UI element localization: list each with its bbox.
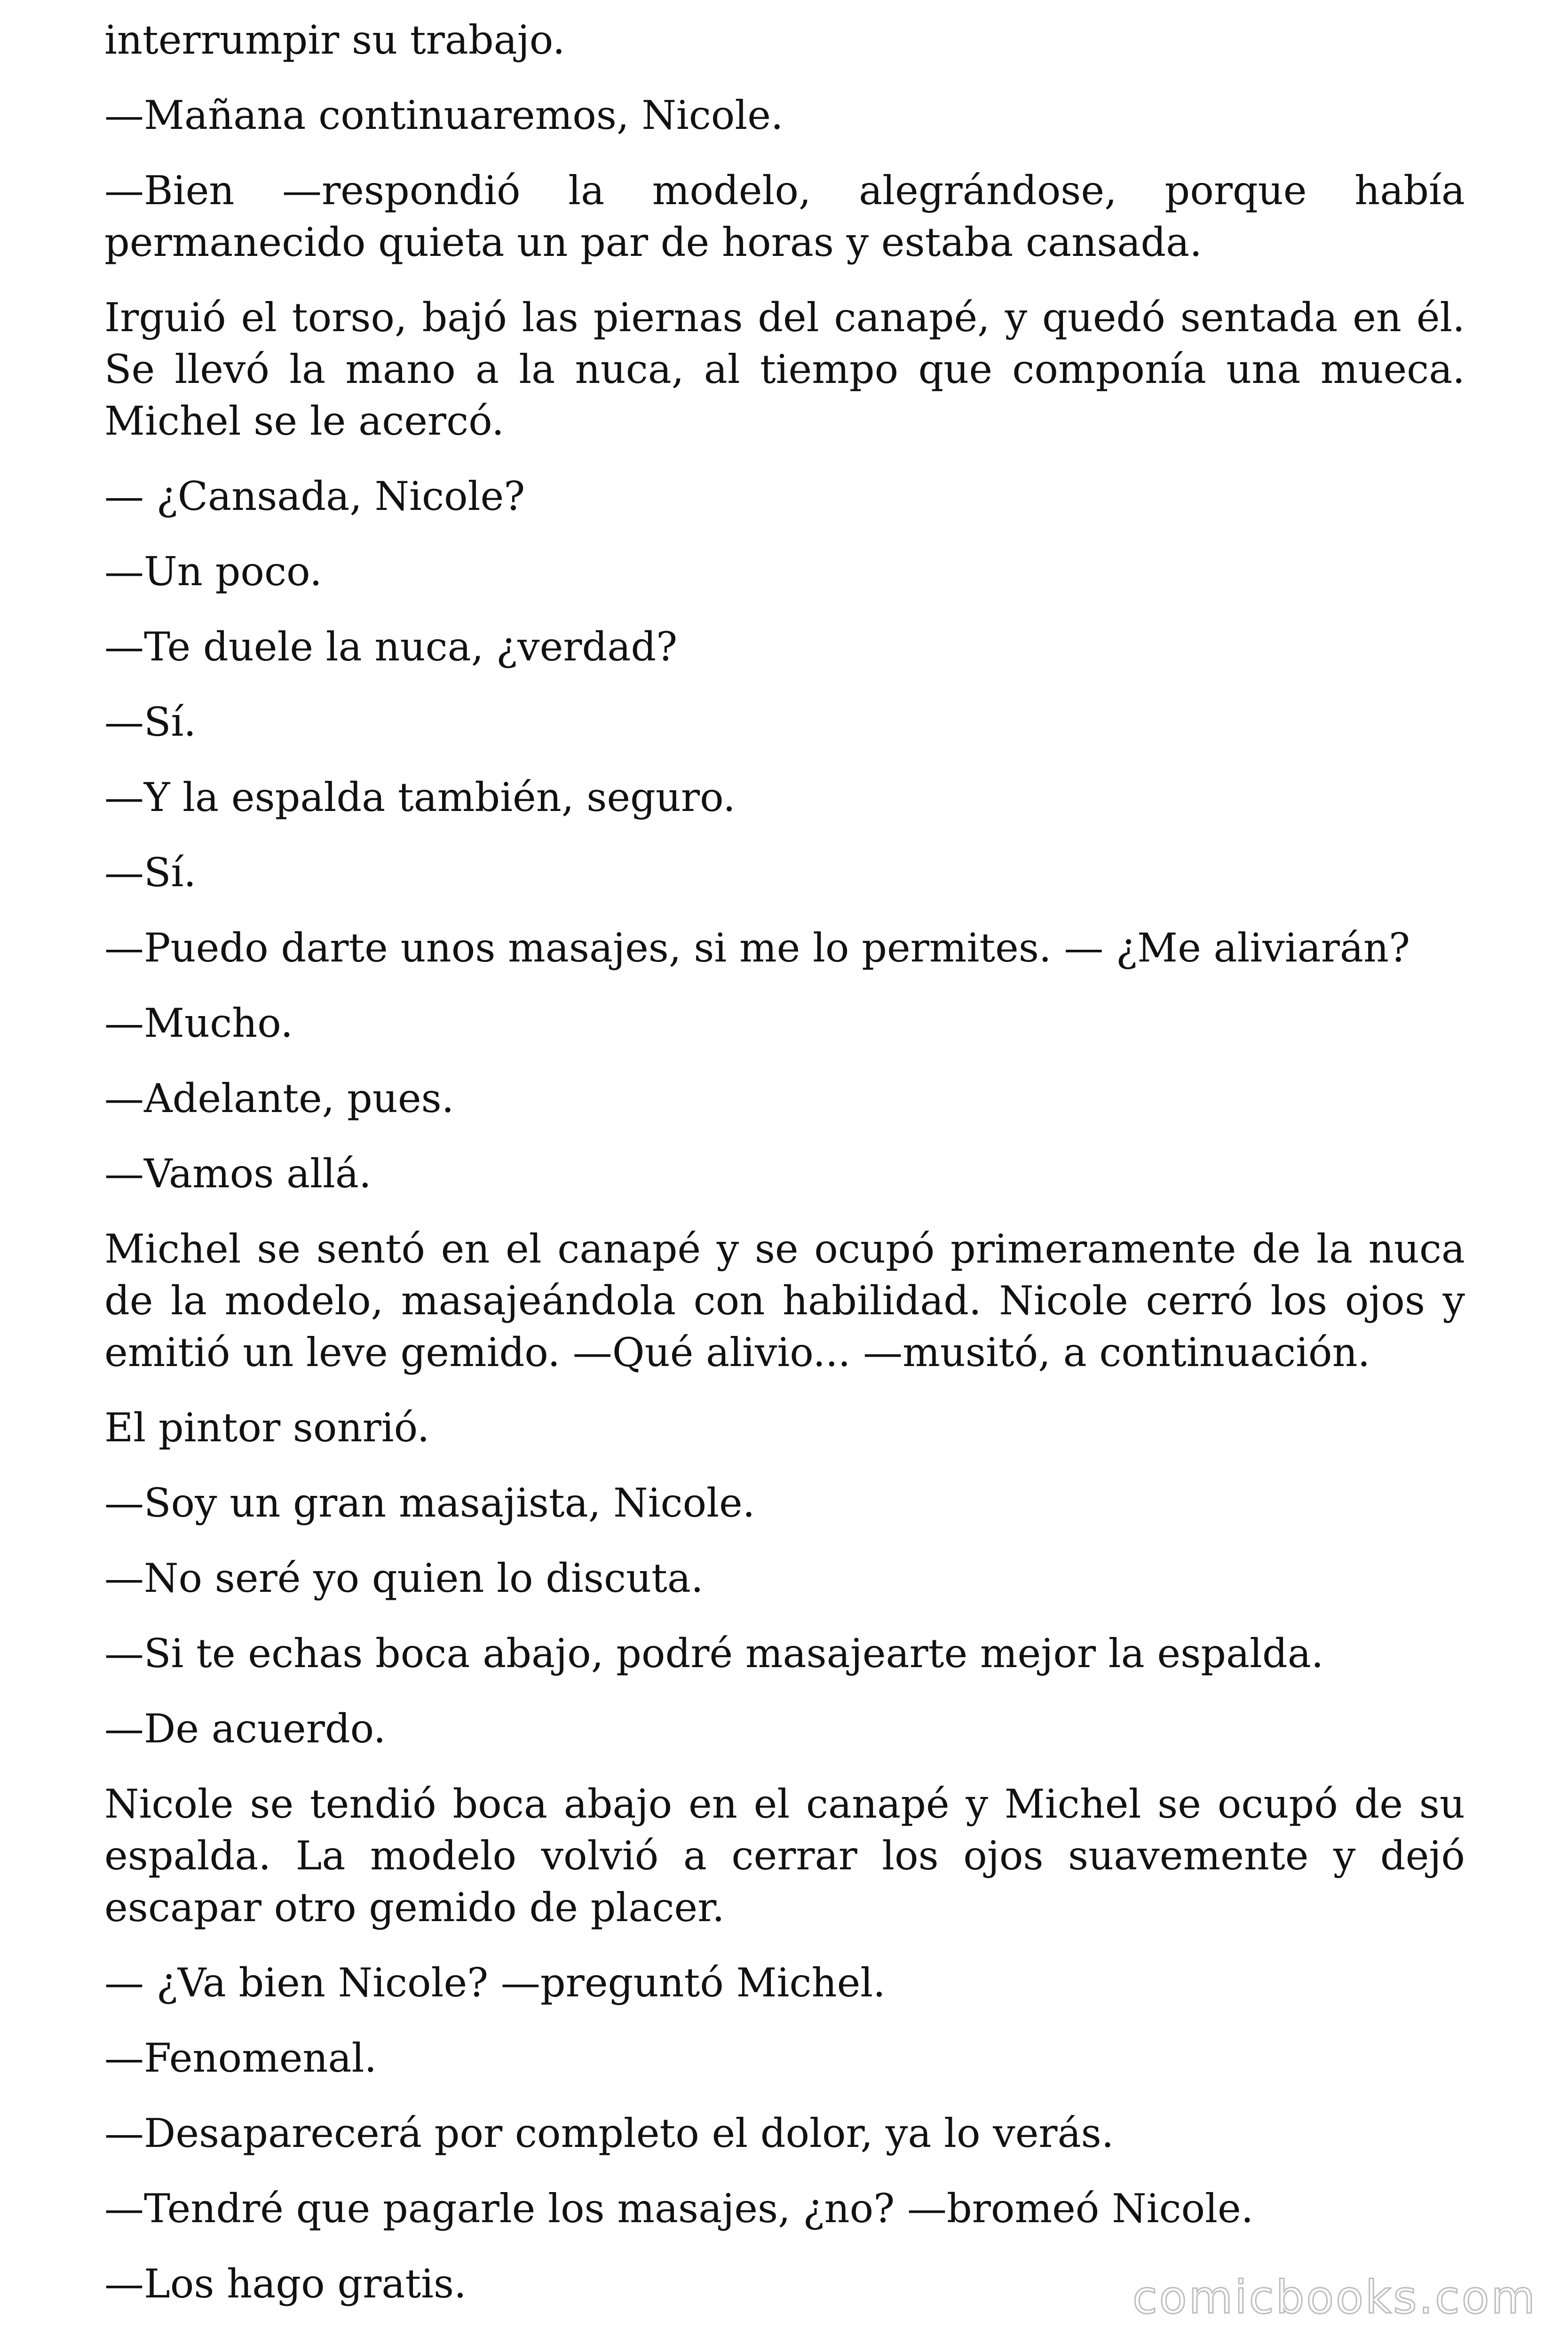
- paragraph: —Los hago gratis.: [104, 2261, 467, 2307]
- paragraph: —Si te echas boca abajo, podré masajearte mejor la espalda.: [104, 1630, 1324, 1677]
- paragraph: El pintor sonrió.: [104, 1405, 430, 1451]
- paragraph: —Bien —respondió la modelo, alegrándose, porque había permanecido quieta un par de horas y estaba cansada.: [104, 167, 1465, 265]
- paragraph: —De acuerdo.: [104, 1706, 386, 1752]
- paragraph: Nicole se tendió boca abajo en el canapé y Michel se ocupó de su espalda. La modelo volvió a cerrar los ojos suavemente y dejó escapar otro gemido de placer.: [104, 1781, 1465, 1931]
- paragraph: — ¿Va bien Nicole? —preguntó Michel.: [104, 1960, 886, 2006]
- paragraph: —Vamos allá.: [104, 1151, 372, 1197]
- paragraph: — ¿Cansada, Nicole?: [104, 473, 525, 519]
- paragraph: —Desaparecerá por completo el dolor, ya lo verás.: [104, 2110, 1114, 2156]
- paragraph: —No seré yo quien lo discuta.: [104, 1555, 704, 1601]
- paragraph: —Adelante, pues.: [104, 1075, 454, 1121]
- paragraph: —Puedo darte unos masajes, si me lo permites. — ¿Me aliviarán?: [104, 925, 1410, 971]
- paragraph: —Fenomenal.: [104, 2035, 377, 2081]
- paragraph: Irguió el torso, bajó las piernas del canapé, y quedó sentada en él. Se llevó la mano a la nuca, al tiempo que componía una mueca. Michel se le acercó.: [104, 294, 1465, 444]
- paragraph: —Un poco.: [104, 548, 322, 595]
- paragraph: —Mucho.: [104, 1000, 293, 1046]
- paragraph: —Sí.: [104, 699, 197, 745]
- watermark: comicbooks.com: [1132, 2271, 1537, 2324]
- paragraph: —Mañana continuaremos, Nicole.: [104, 92, 784, 138]
- paragraph: —Soy un gran masajista, Nicole.: [104, 1480, 755, 1526]
- paragraph: —Y la espalda también, seguro.: [104, 774, 736, 820]
- paragraph: —Sí.: [104, 850, 197, 896]
- paragraph: interrumpir su trabajo.: [104, 17, 565, 63]
- paragraph: —Tendré que pagarle los masajes, ¿no? —bromeó Nicole.: [104, 2185, 1254, 2232]
- paragraph: —Te duele la nuca, ¿verdad?: [104, 624, 678, 670]
- book-page: [104, 14, 1465, 2333]
- paragraph: Michel se sentó en el canapé y se ocupó primeramente de la nuca de la modelo, masajeándola con habilidad. Nicole cerró los ojos y emitió un leve gemido. —Qué alivio... —musitó, a continuación.: [104, 1226, 1465, 1375]
